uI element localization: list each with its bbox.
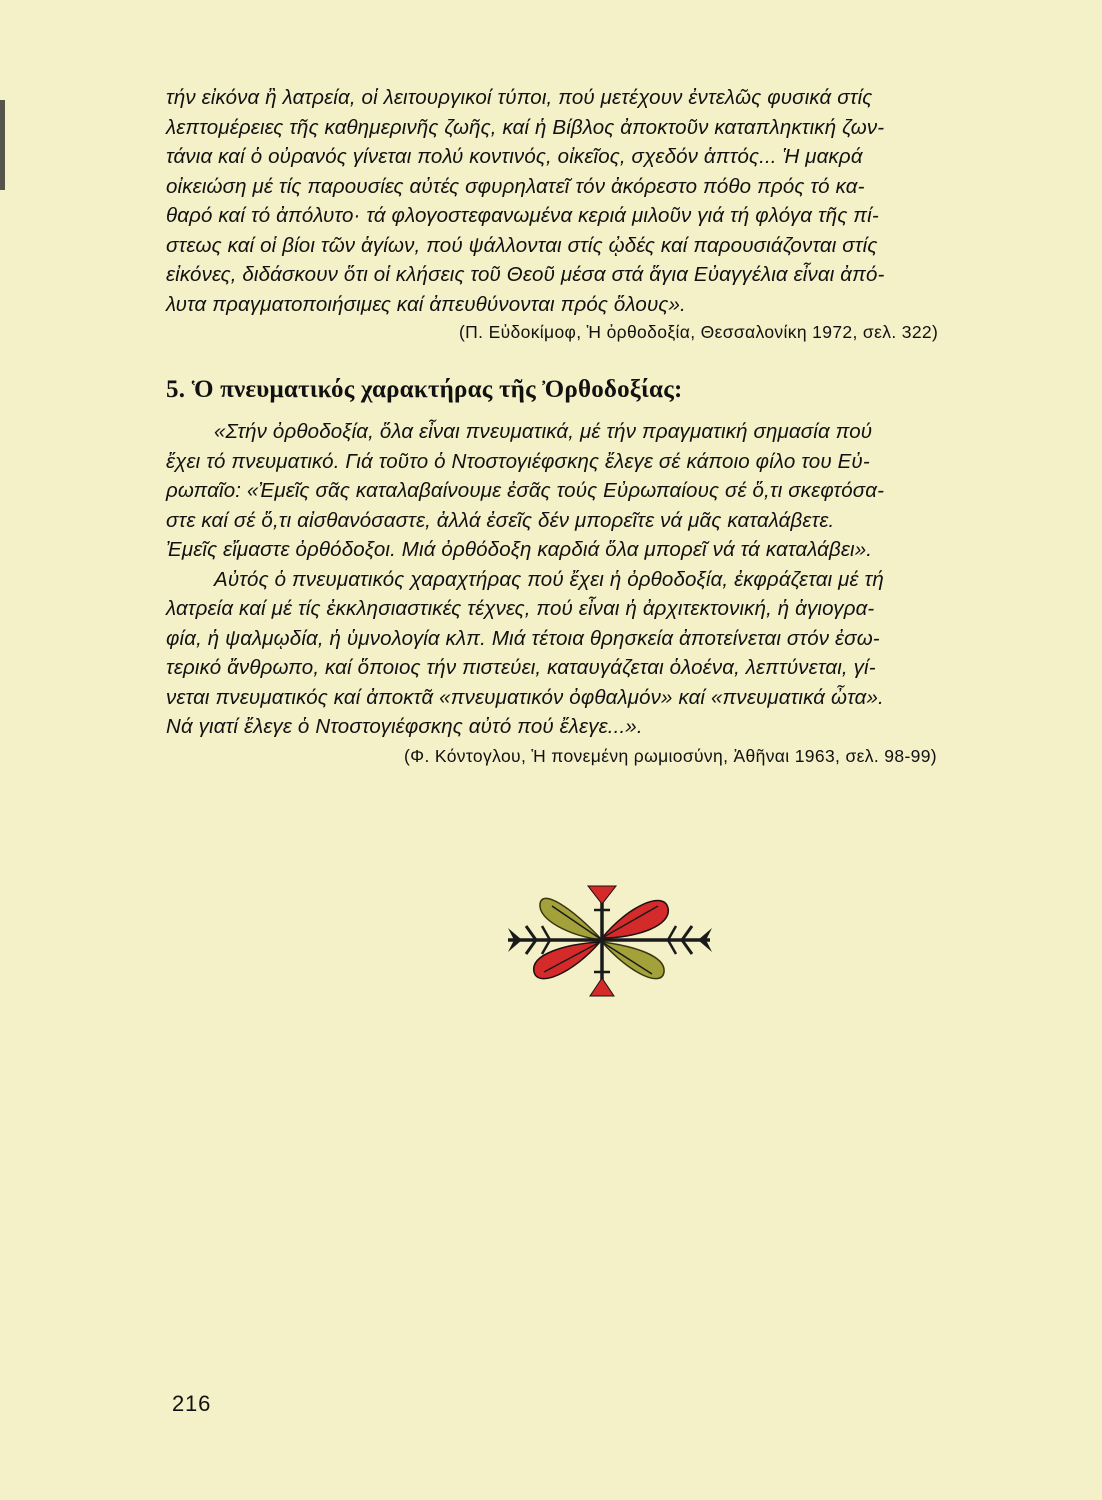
quote-line: θαρό καί τό ἀπόλυτο· τά φλογοστεφανωμένα κεριά μιλοῦν γιά τή φλόγα τῆς πί- (166, 204, 879, 227)
quote-line: «Στήν ὀρθοδοξία, ὅλα εἶναι πνευματικά, μέ τήν πραγματική σημασία πού (214, 420, 873, 443)
citation-evdokimov: (Π. Εὐδοκίμοφ, Ἡ ὀρθοδοξία, Θεσσαλονίκη 1972, σελ. 322) (459, 322, 939, 342)
quote-line: τάνια καί ὁ οὐρανός γίνεται πολύ κοντινός, οἰκεῖος, σχεδόν ἁπτός... Ἡ μακρά (166, 145, 863, 168)
quote-line: Αὐτός ὁ πνευματικός χαραχτήρας πού ἔχει ἡ ὀρθοδοξία, ἐκφράζεται μέ τή (214, 567, 884, 591)
binding-edge-mark (0, 100, 5, 190)
quote-line: νεται πνευματικός καί ἀποκτᾶ «πνευματικόν ὀφθαλμόν» καί «πνευματικά ὦτα». (166, 685, 884, 709)
quote-line: Νά γιατί ἔλεγε ὁ Ντοστογιέφσκης αὐτό πού ἔλεγε...». (166, 715, 643, 738)
quote-evdokimov (166, 83, 1028, 319)
quote-line: τερικό ἄνθρωπο, καί ὅποιος τήν πιστεύει, καταυγάζεται ὁλοένα, λεπτύνεται, γί- (166, 656, 876, 679)
quote-line: στεως καί οἱ βίοι τῶν ἁγίων, πού ψάλλονται στίς ᾠδές καί παρουσιάζονται στίς (166, 233, 878, 257)
quote-line: ἔχει τό πνευματικό. Γιά τοῦτο ὁ Ντοστογιέφσκης ἔλεγε σέ κάποιο φίλο του Εὐ- (166, 449, 870, 473)
page-number: 216 (172, 1391, 212, 1416)
citation-kontoglou: (Φ. Κόντογλου, Ἡ πονεμένη ρωμιοσύνη, Ἀθῆναι 1963, σελ. 98-99) (404, 746, 937, 766)
quote-line: λεπτομέρειες τῆς καθημερινῆς ζωῆς, καί ἡ Βίβλος ἀποκτοῦν καταπληκτική ζων- (166, 115, 885, 139)
quote-line: Ἐμεῖς εἴμαστε ὀρθόδοξοι. Μιά ὀρθόδοξη καρδιά ὅλα μπορεῖ νά τά καταλάβει». (166, 538, 873, 561)
quote-line: λατρεία καί μέ τίς ἐκκλησιαστικές τέχνες, πού εἶναι ἡ ἀρχιτεκτονική, ἡ ἁγιογρα- (166, 597, 875, 620)
quote-line: τήν εἰκόνα ἢ λατρεία, οἱ λειτουργικοί τύποι, πού μετέχουν ἐντελῶς φυσικά στίς (166, 86, 873, 109)
quote-line: οἰκειώση μέ τίς παρουσίες αὐτές σφυρηλατεῖ τόν ἀκόρεστο πόθο πρός τό κα- (166, 174, 865, 198)
quote-line: ρωπαῖο: «Ἐμεῖς σᾶς καταλαβαίνουμε ἐσᾶς τούς Εὐρωπαίους σέ ὅ,τι σκεφτόσα- (166, 479, 885, 502)
quote-kontoglou (166, 417, 1028, 742)
section-heading: 5. Ὁ πνευματικός χαρακτήρας τῆς Ὀρθοδοξίας: (166, 376, 683, 403)
quote-line: στε καί σέ ὅ,τι αἰσθανόσαστε, ἀλλά ἐσεῖς δέν μπορεῖτε νά μᾶς καταλάβετε. (166, 508, 835, 532)
quote-line: φία, ἡ ψαλμῳδία, ἡ ὑμνολογία κλπ. Μιά τέτοια θρησκεία ἀποτείνεται στόν ἐσω- (166, 626, 880, 650)
ornament-icon (500, 880, 720, 1002)
quote-line: λυτα πραγματοποιήσιμες καί ἀπευθύνονται πρός ὅλους». (166, 292, 686, 316)
quote-line: εἰκόνες, διδάσκουν ὅτι οἱ κλήσεις τοῦ Θεοῦ μέσα στά ἅγια Εὐαγγέλια εἶναι ἀπό- (166, 263, 885, 286)
